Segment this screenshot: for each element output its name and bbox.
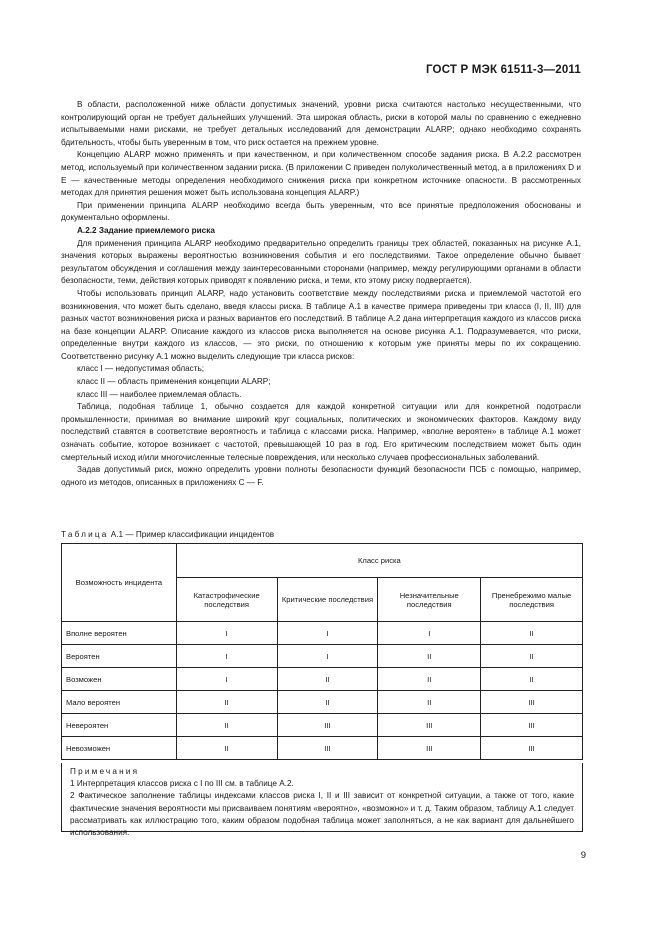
- table-cell: III: [277, 737, 378, 760]
- table-cell: I: [277, 645, 378, 668]
- table-row: [62, 737, 583, 760]
- section-heading: А.2.2 Задание приемлемого риска: [77, 225, 215, 235]
- paragraph-assumptions: При применении принципа ALARP необходимо всегда быть уверенным, что все принятые предположения обоснованы и документально оформлены.: [61, 200, 581, 223]
- table-cell: I: [277, 622, 378, 645]
- table-cell: II: [176, 691, 277, 714]
- table-cell: III: [277, 714, 378, 737]
- risk-class-2: класс II — область применения концепции ALARP;: [77, 377, 271, 387]
- table-cell: III: [378, 737, 481, 760]
- risk-class-3: класс III — наиболее приемлемая область.: [77, 389, 242, 399]
- header-col-negligible: Пренебрежимо малые последствия: [481, 578, 583, 622]
- table-cell: III: [481, 737, 583, 760]
- header-col-catastrophic: Катастрофические последствия: [176, 578, 277, 622]
- table-cell: II: [481, 622, 583, 645]
- table-row: [62, 645, 583, 668]
- header-incident-possibility: Возможность инцидента: [62, 544, 177, 622]
- note-1: 1 Интерпретация классов риска с I по III см. в таблице А.2.: [70, 779, 294, 789]
- note-2: 2 Фактическое заполнение таблицы индексами классов риска I, II и III зависит от конкретной ситуации, а также от того, какие фактические значения вероятности мы присваиваем понятиям «вероятно», «возможно» и т. д. Таким образом, таблицу А.1 следует рассматривать как иллюстрацию того, каким образом подобная таблица может заполняться, а не как вариант для дальнейшего использования.: [70, 791, 574, 838]
- table-row: [62, 668, 583, 691]
- document-header-id: ГОСТ Р МЭК 61511-3—2011: [425, 64, 581, 76]
- row-label: Возможен: [62, 668, 177, 691]
- incident-classification-table: [61, 543, 583, 760]
- notes-title: Примечания: [70, 767, 140, 776]
- table-cell: II: [378, 645, 481, 668]
- paragraph-table-usage: Таблица, подобная таблице 1, обычно создается для каждой конкретной ситуации или для конкретной подотрасли промышленности, принимая во внимание широкий круг социальных, политических и экономических факторов. Каждому виду последствий ставятся в соответствие вероятность и таблица с классами риска. Например, «вполне вероятен» в таблице А.1 может означать событие, которое возникает с частотой, превышающей 10 раз в год. Его критическим последствием может быть один смертельный исход и/или многочисленные телесные повреждения, или несколько случаев профессиональных заболеваний.: [61, 402, 581, 462]
- table-row: [62, 622, 583, 645]
- row-label: Невозможен: [62, 737, 177, 760]
- table-cell: II: [277, 668, 378, 691]
- paragraph-sil: Задав допустимый риск, можно определить уровни полноты безопасности функций безопасности ПСБ с помощью, например, одного из методов, описанных в приложениях С — F.: [61, 465, 581, 487]
- table-cell: II: [481, 645, 583, 668]
- table-cell: III: [378, 714, 481, 737]
- body-text: [61, 99, 581, 489]
- table-caption-text: А.1 — Пример классификации инцидентов: [110, 530, 275, 539]
- paragraph-risk-classes: Чтобы использовать принцип ALARP, надо установить соответствие между последствиями риска и приемлемой частотой его возникновения, что может быть сделано, введя классы риска. В таблице А.1 в качестве примера приведены три класса (I, II, III) для разных частот возникновения риска и разных вариантов его последствий. В таблице А.2 дана интерпретация каждого из классов риска на базе концепции ALARP. Описание каждого из классов риска выполняется на основе рисунка А.1. Подразумевается, что риски, определенные внутри каждого из классов, — это риски, по отношению к которым уже приняты меры по их сокращению. Соответственно рисунку А.1 можно выделить следующие три класса рисков:: [61, 288, 581, 361]
- paragraph-alarp-methods: Концепцию ALARP можно применять и при качественном, и при количественном способе задания риска. В А.2.2 рассмотрен метод, используемый при количественном задании риска. (В приложении С приведен полуколичественный метод, а в приложениях D и Е — качественные методы определения необходимого снижения риска при конкретном источнике опасности. В рассмотренных методах для принятия решения может быть использована концепция ALARP.): [61, 150, 581, 198]
- table-cell: III: [481, 714, 583, 737]
- header-col-critical: Критические последствия: [277, 578, 378, 622]
- table-cell: II: [176, 737, 277, 760]
- table-row: [62, 691, 583, 714]
- paragraph-negligible-region: В области, расположенной ниже области допустимых значений, уровни риска считаются настолько несущественными, что контролирующий орган не требует дальнейших улучшений. Эта широкая область, риски в которой малы по сравнению с ежедневно испытываемыми нами рисками, не требует детальных исследований для демонстрации ALARP; однако необходимо сохранять бдительность, чтобы быть уверенным в том, что риск остается на прежнем уровне.: [61, 100, 581, 147]
- table-cell: I: [176, 668, 277, 691]
- risk-class-1: класс I — недопустимая область;: [77, 364, 205, 374]
- table-row: [62, 714, 583, 737]
- table-cell: II: [378, 668, 481, 691]
- page-number: 9: [580, 850, 586, 861]
- row-label: Мало вероятен: [62, 691, 177, 714]
- table-caption-word: Таблица: [61, 530, 109, 539]
- paragraph-boundaries: Для применения принципа ALARP необходимо предварительно определить границы трех областей, показанных на рисунке А.1, значения которых выражены вероятностью возникновения события и его последствиями. Такое определение обычно бывает результатом обсуждения и соглашения между заинтересованными сторонами (например, между регулирующими органами в области безопасности, теми, действия которых приводят к появлению риска, и теми, кто этому риску подвергается).: [61, 238, 581, 286]
- row-label: Вполне вероятен: [62, 622, 177, 645]
- table-cell: II: [481, 668, 583, 691]
- header-risk-class: Класс риска: [176, 544, 582, 578]
- row-label: Невероятен: [62, 714, 177, 737]
- table-cell: I: [176, 645, 277, 668]
- table-cell: I: [176, 622, 277, 645]
- table-cell: III: [481, 691, 583, 714]
- table-notes: [61, 763, 583, 838]
- header-col-minor: Незначительные последствия: [378, 578, 481, 622]
- table-cell: II: [277, 691, 378, 714]
- table-cell: II: [176, 714, 277, 737]
- table-cell: I: [378, 622, 481, 645]
- table-cell: II: [378, 691, 481, 714]
- table-caption: [61, 530, 274, 539]
- row-label: Вероятен: [62, 645, 177, 668]
